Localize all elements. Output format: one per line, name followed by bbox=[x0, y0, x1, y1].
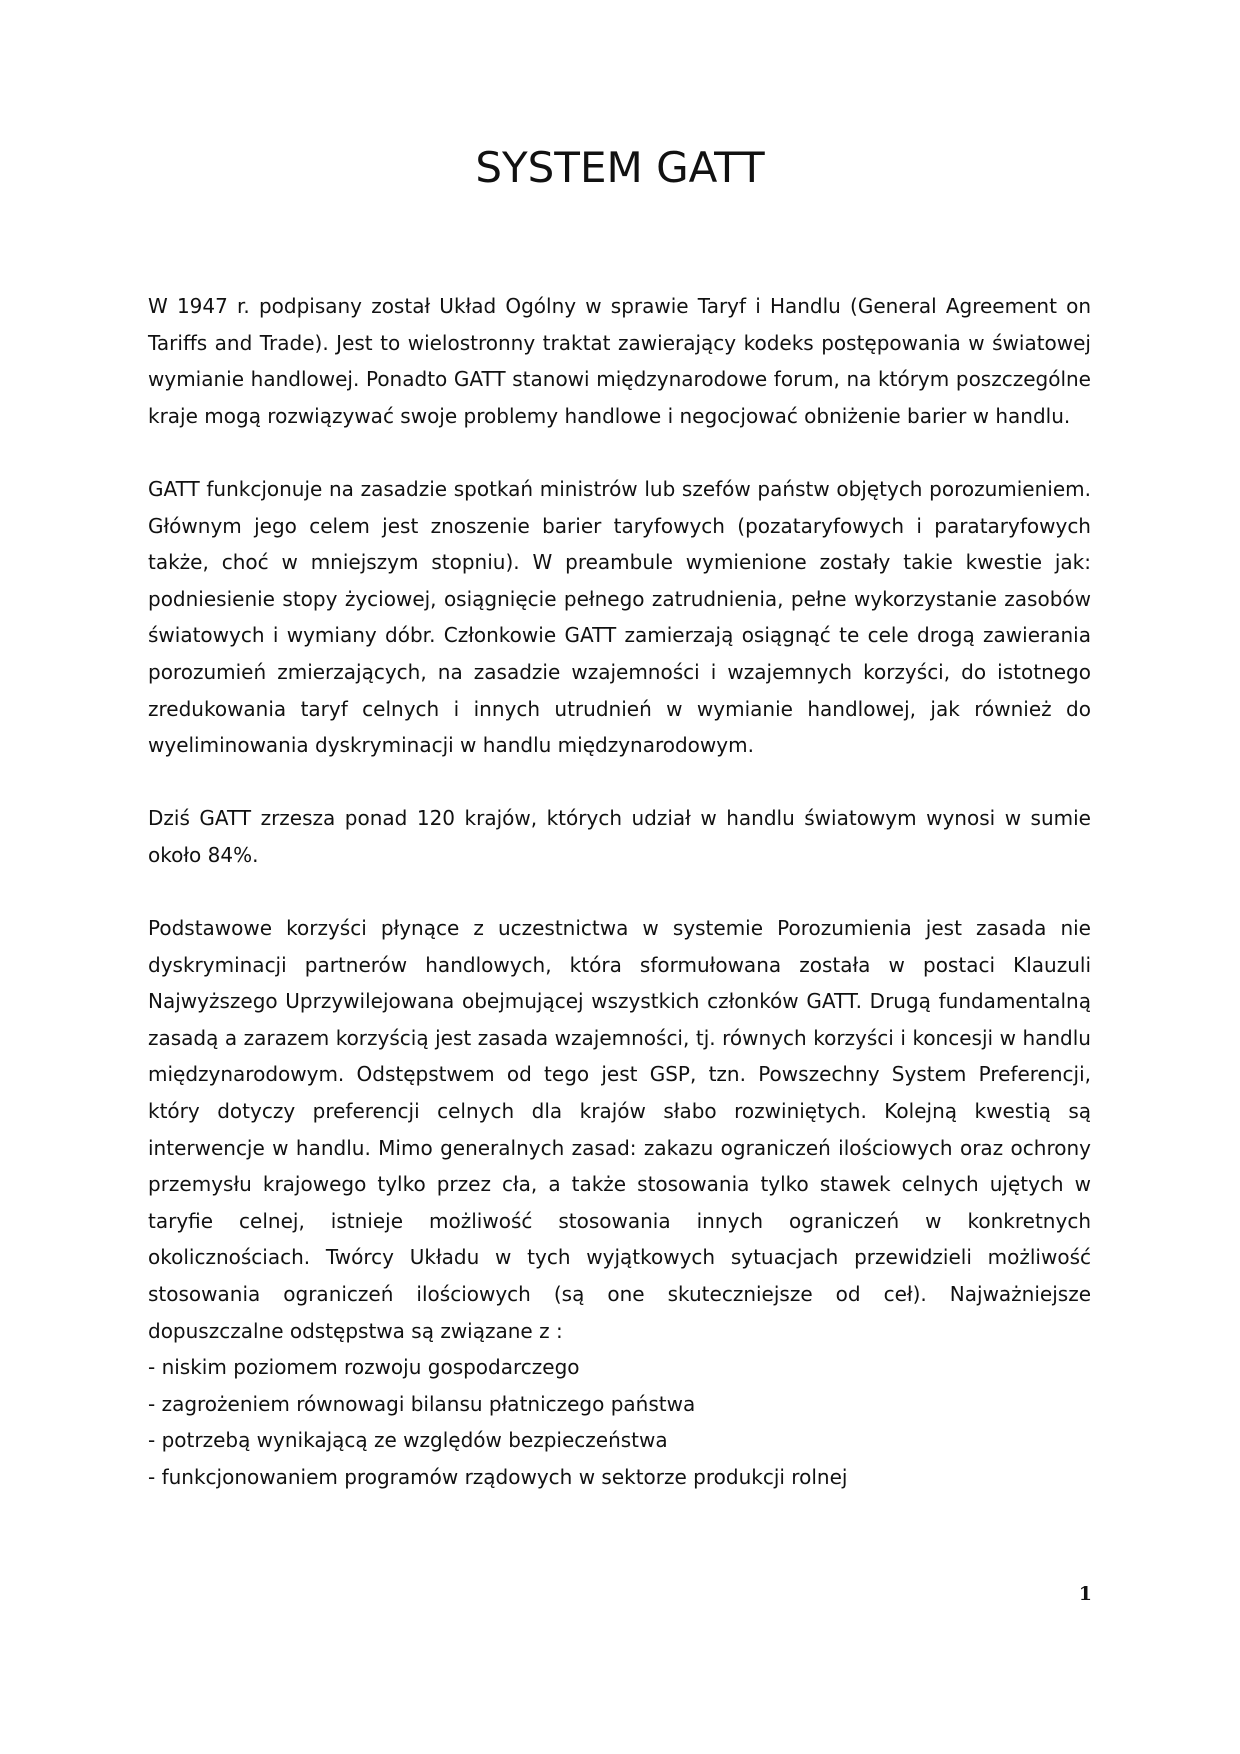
document-title: SYSTEM GATT bbox=[475, 143, 765, 192]
list-item: - niskim poziomem rozwoju gospodarczego bbox=[148, 1355, 580, 1380]
exceptions-list bbox=[148, 1349, 1091, 1495]
page-number: 1 bbox=[1078, 1583, 1092, 1605]
paragraph-1: W 1947 r. podpisany został Układ Ogólny w sprawie Taryf i Handlu (General Agreement on Tariffs and Trade). Jest to wielostronny traktat zawierający kodeks postępowania w światowej wymianie handlowej. Ponadto GATT stanowi międzynarodowe forum, na którym poszczególne kraje mogą rozwiązywać swoje problemy handlowe i negocjować obniżenie barier w handlu. bbox=[148, 294, 1091, 428]
paragraph-3: Dziś GATT zrzesza ponad 120 krajów, których udział w handlu światowym wynosi w sumie około 84%. bbox=[148, 806, 1091, 867]
list-item: - potrzebą wynikającą ze względów bezpieczeństwa bbox=[148, 1428, 668, 1453]
list-item: - funkcjonowaniem programów rządowych w sektorze produkcji rolnej bbox=[148, 1465, 848, 1489]
paragraph-2: GATT funkcjonuje na zasadzie spotkań ministrów lub szefów państw objętych porozumieniem. Głównym jego celem jest znoszenie barier taryfowych (pozataryfowych i parataryfowych także, choć w mniejszym stopniu). W preambule wymienione zostały takie kwestie jak: podniesienie stopy życiowej, osiągnięcie pełnego zatrudnienia, pełne wykorzystanie zasobów światowych i wymiany dóbr. Członkowie GATT zamierzają osiągnąć te cele drogą zawierania porozumień zmierzających, na zasadzie wzajemności i wzajemnych korzyści, do istotnego zredukowania taryf celnych i innych utrudnień w wymianie handlowej, jak również do wyeliminowania dyskryminacji w handlu międzynarodowym. bbox=[148, 476, 1091, 758]
document-body bbox=[148, 288, 1091, 1496]
paragraph-4: Podstawowe korzyści płynące z uczestnictwa w systemie Porozumienia jest zasada nie dyskryminacji partnerów handlowych, która sformułowana została w postaci Klauzuli Najwyższego Uprzywilejowana obejmującej wszystkich członków GATT. Drugą fundamentalną zasadą a zarazem korzyścią jest zasada wzajemności, tj. równych korzyści i koncesji w handlu międzynarodowym. Odstępstwem od tego jest GSP, tzn. Powszechny System Preferencji, który dotyczy preferencji celnych dla krajów słabo rozwiniętych. Kolejną kwestią są interwencje w handlu. Mimo generalnych zasad: zakazu ograniczeń ilościowych oraz ochrony przemysłu krajowego tylko przez cła, a także stosowania tylko stawek celnych ujętych w taryfie celnej, istnieje możliwość stosowania innych ograniczeń w konkretnych okolicznościach. Twórcy Układu w tych wyjątkowych sytuacjach przewidzieli możliwość stosowania ograniczeń ilościowych (są one skuteczniejsze od ceł). Najważniejsze dopuszczalne odstępstwa są związane z : bbox=[148, 916, 1091, 1343]
list-item: - zagrożeniem równowagi bilansu płatniczego państwa bbox=[148, 1391, 696, 1416]
